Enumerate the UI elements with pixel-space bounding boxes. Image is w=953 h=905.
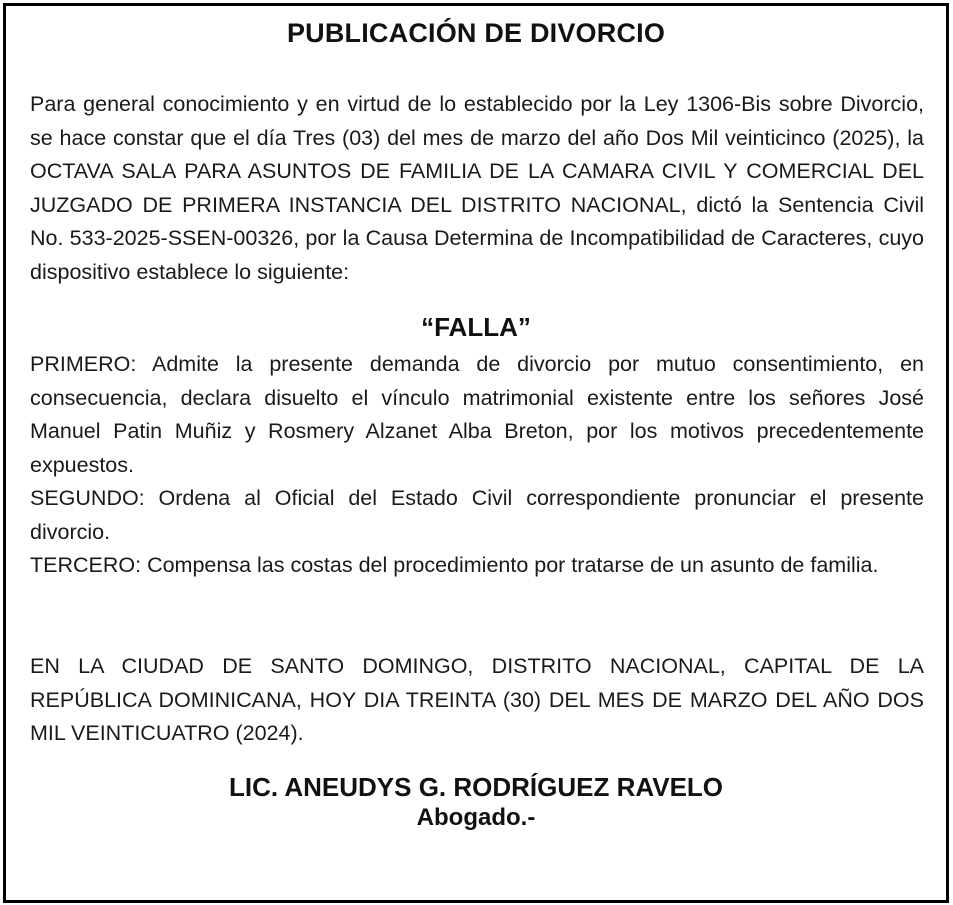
ruling-heading: “FALLA”: [421, 312, 531, 342]
ruling-tercero: TERCERO: Compensa las costas del procedimiento por tratarse de un asunto de familia.: [30, 553, 879, 577]
ruling-primero: PRIMERO: Admite la presente demanda de divorcio por mutuo consentimiento, en consecuencia, declara disuelto el vínculo matrimonial existente entre los señores José Manuel Patin Muñiz y Rosmery Alzanet Alba Breton, por los motivos precedentemente expuestos.: [30, 352, 924, 477]
rulings-list: [30, 348, 924, 583]
signer-role: Abogado.-: [416, 804, 536, 831]
notice-title: PUBLICACIÓN DE DIVORCIO: [286, 18, 666, 48]
signer-name: LIC. ANEUDYS G. RODRÍGUEZ RAVELO: [228, 772, 724, 802]
intro-paragraph: Para general conocimiento y en virtud de lo establecido por la Ley 1306-Bis sobre Divorcio, se hace constar que el día Tres (03) del mes de marzo del año Dos Mil veinticinco (2025), la OCTAVA SALA PARA ASUNTOS DE FAMILIA DE LA CAMARA CIVIL Y COMERCIAL DEL JUZGADO DE PRIMERA INSTANCIA DEL DISTRITO NACIONAL, dictó la Sentencia Civil No. 533-2025-SSEN-00326, por la Causa Determina de Incompatibilidad de Caracteres, cuyo dispositivo establece lo siguiente:: [30, 92, 924, 284]
notice-frame: [3, 3, 949, 903]
ruling-segundo: SEGUNDO: Ordena al Oficial del Estado Civil correspondiente pronunciar el presente divorcio.: [30, 486, 924, 544]
closing-paragraph: EN LA CIUDAD DE SANTO DOMINGO, DISTRITO NACIONAL, CAPITAL DE LA REPÚBLICA DOMINICANA, HOY DIA TREINTA (30) DEL MES DE MARZO DEL AÑO DOS MIL VEINTICUATRO (2024).: [30, 654, 924, 745]
